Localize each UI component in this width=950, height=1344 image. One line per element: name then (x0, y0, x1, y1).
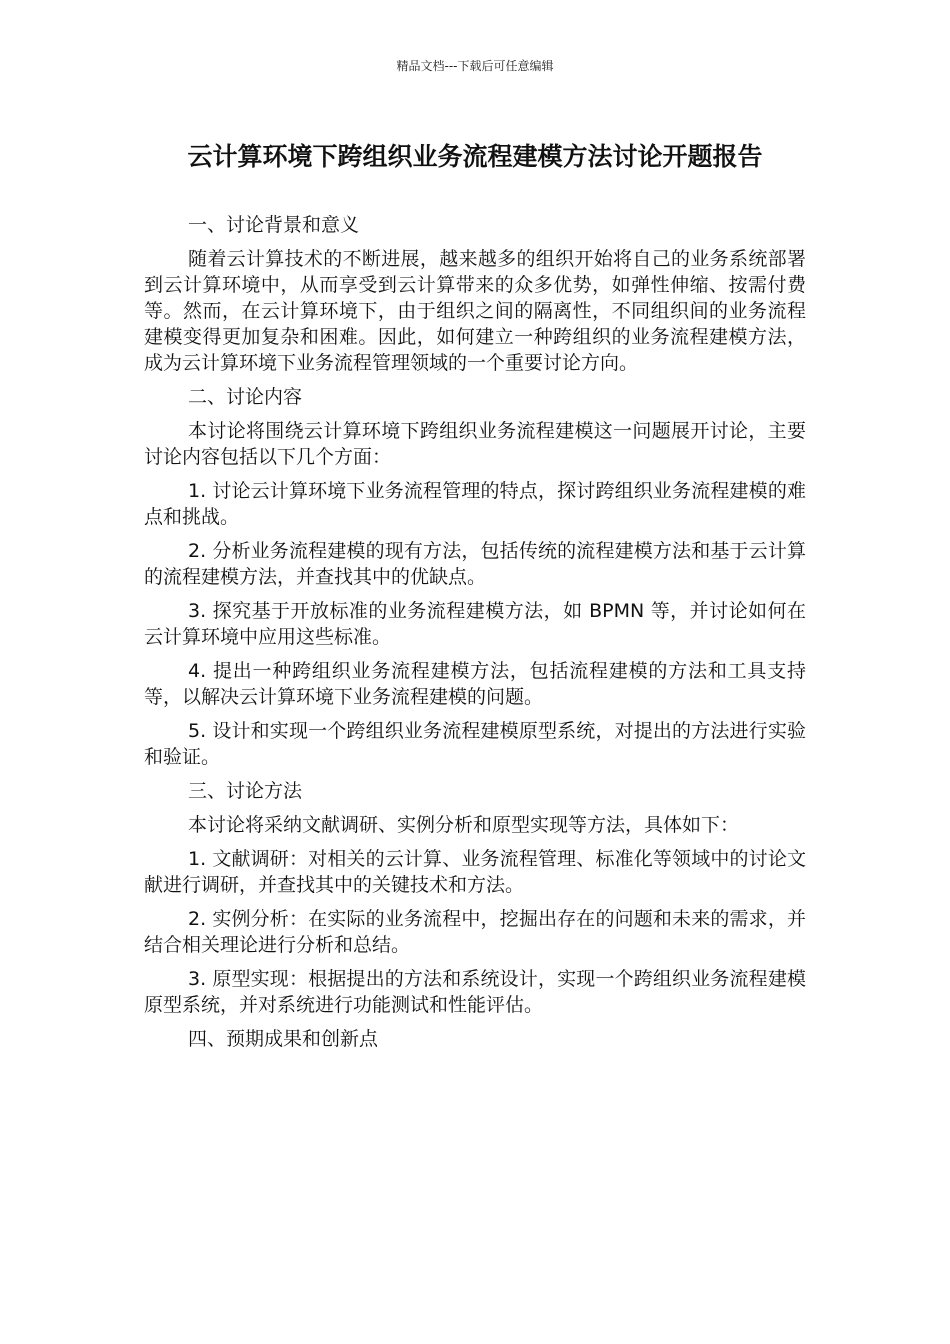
section-heading-method: 三、讨论方法 (188, 780, 303, 802)
list-item-content-2: 2. 分析业务流程建模的现有方法，包括传统的流程建模方法和基于云计算的流程建模方法，并查找其中的优缺点。 (144, 540, 806, 588)
list-item-content-1: 1. 讨论云计算环境下业务流程管理的特点，探讨跨组织业务流程建模的难点和挑战。 (144, 480, 806, 528)
list-item-method-1: 1. 文献调研：对相关的云计算、业务流程管理、标准化等领域中的讨论文献进行调研，并查找其中的关键技术和方法。 (144, 848, 806, 896)
list-item-method-2: 2. 实例分析：在实际的业务流程中，挖掘出存在的问题和未来的需求，并结合相关理论进行分析和总结。 (144, 908, 806, 956)
section-heading-outcomes: 四、预期成果和创新点 (188, 1028, 379, 1050)
list-item-content-5: 5. 设计和实现一个跨组织业务流程建模原型系统，对提出的方法进行实验和验证。 (144, 720, 806, 768)
page-header: 精品文档---下载后可任意编辑 (396, 59, 554, 73)
section-heading-content: 二、讨论内容 (188, 386, 303, 408)
paragraph-background: 随着云计算技术的不断进展，越来越多的组织开始将自己的业务系统部署到云计算环境中，从而享受到云计算带来的众多优势，如弹性伸缩、按需付费等。然而，在云计算环境下，由于组织之间的隔离性，不同组织间的业务流程建模变得更加复杂和困难。因此，如何建立一种跨组织的业务流程建模方法，成为云计算环境下业务流程管理领域的一个重要讨论方向。 (144, 248, 806, 374)
section-heading-background: 一、讨论背景和意义 (188, 214, 360, 236)
paragraph-method-intro: 本讨论将采纳文献调研、实例分析和原型实现等方法，具体如下： (188, 814, 740, 836)
paragraph-content-intro: 本讨论将围绕云计算环境下跨组织业务流程建模这一问题展开讨论，主要讨论内容包括以下几个方面： (144, 420, 806, 468)
list-item-content-3: 3. 探究基于开放标准的业务流程建模方法，如 BPMN 等，并讨论如何在云计算环境中应用这些标准。 (144, 600, 806, 648)
document-title: 云计算环境下跨组织业务流程建模方法讨论开题报告 (187, 142, 763, 171)
list-item-method-3: 3. 原型实现：根据提出的方法和系统设计，实现一个跨组织业务流程建模原型系统，并对系统进行功能测试和性能评估。 (144, 968, 806, 1016)
document-body (144, 212, 806, 1060)
list-item-content-4: 4. 提出一种跨组织业务流程建模方法，包括流程建模的方法和工具支持等，以解决云计算环境下业务流程建模的问题。 (144, 660, 806, 708)
